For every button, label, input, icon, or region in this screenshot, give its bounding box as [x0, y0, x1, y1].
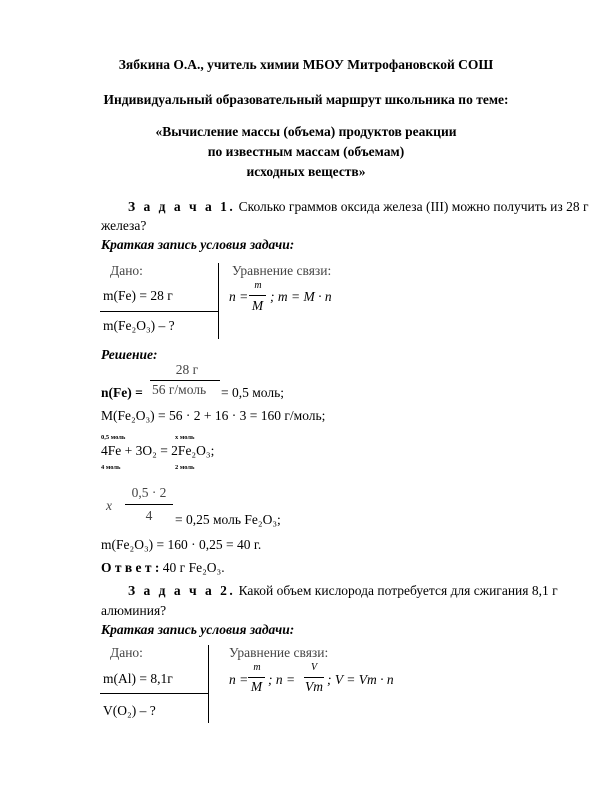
task2-given-value: m(Al) = 8,1г: [103, 671, 173, 686]
task1-solution-label: Решение:: [101, 347, 158, 362]
task2-rel-rest: ; V = Vm · n: [327, 672, 394, 687]
task2-label: З а д а ч а 2.: [128, 583, 236, 598]
task1-label: З а д а ч а 1.: [128, 199, 236, 214]
topic-line-2: по известным массам (объемам): [207, 144, 405, 159]
task1-relation-rest: ; m = M · n: [270, 289, 332, 304]
task1-find-value: m(Fe₂O₃) – ?: [103, 318, 175, 333]
task2-rel-num1: m: [253, 662, 261, 673]
step1-fraction-line: [150, 380, 220, 381]
step3-x: x: [106, 498, 112, 513]
task2-text-line2: алюминия?: [101, 603, 167, 618]
topic-line-3: исходных веществ»: [246, 164, 366, 179]
task2-rel-sep1: ; n =: [268, 672, 296, 687]
step1-num: 28 г: [175, 362, 199, 377]
task1-answer-label: О т в е т :: [101, 560, 160, 575]
task2-rel-num2: V: [310, 662, 318, 673]
eq-below-right: 2 моль: [175, 464, 195, 471]
task1-answer: [101, 560, 225, 576]
step1-result: = 0,5 моль;: [221, 385, 284, 400]
task2-rel-den2: Vm: [305, 679, 323, 694]
task1-relation-label: Уравнение связи:: [232, 263, 332, 278]
task2-given-label: Дано:: [110, 645, 143, 660]
eq-above-left: 0,5 моль: [101, 434, 126, 441]
step3-den: 4: [145, 508, 153, 523]
task2-given-divider: [100, 693, 208, 694]
task1-text-line2: железа?: [101, 218, 147, 233]
task2-find-value: V(O₂) – ?: [103, 703, 156, 718]
task1-short-note: Краткая запись условия задачи:: [101, 237, 295, 252]
eq-above-right: х моль: [175, 434, 195, 441]
task1-given-divider: [100, 311, 218, 312]
task2-given-vertical: [208, 645, 209, 723]
step3-fraction-line: [125, 504, 173, 505]
task1-given-label: Дано:: [110, 263, 143, 278]
topic-line-1: «Вычисление массы (объема) продуктов реакции: [155, 124, 457, 139]
task2-rel-fraction-line-2: [304, 677, 324, 678]
step1-left: n(Fe) =: [101, 385, 143, 400]
task1-given-vertical: [218, 263, 219, 339]
step4: m(Fe₂O₃) = 160 · 0,25 = 40 г.: [101, 537, 262, 552]
route-line: Индивидуальный образовательный маршрут школьника по теме:: [103, 92, 509, 107]
task2-rel-fraction-line-1: [248, 677, 265, 678]
task1-answer-value: 40 г Fe₂O₃.: [162, 560, 225, 575]
step3-result: = 0,25 моль Fe₂O₃;: [175, 512, 281, 527]
task1-given-value: m(Fe) = 28 г: [103, 288, 173, 303]
task2-statement: [128, 583, 558, 599]
task2-rel-den1: M: [250, 679, 263, 694]
author-line: Зябкина О.А., учитель химии МБОУ Митрофановской СОШ: [118, 57, 494, 72]
task2-text-line1: Какой объем кислорода потребуется для сжигания 8,1 г: [238, 583, 558, 598]
task1-statement: [128, 199, 589, 215]
task2-rel-n1: n =: [229, 672, 249, 687]
task1-relation-fraction-line: [249, 295, 266, 296]
task1-relation-n: n =: [229, 289, 249, 304]
step3-num: 0,5 · 2: [131, 485, 167, 500]
task1-relation-num: m: [254, 280, 262, 291]
task2-short-note: Краткая запись условия задачи:: [101, 622, 295, 637]
task2-relation-label: Уравнение связи:: [229, 645, 329, 660]
step1-den: 56 г/моль: [152, 382, 207, 397]
eq-below-left: 4 моль: [101, 464, 121, 471]
equation: 4Fe + 3O₂ = 2Fe₂O₃;: [101, 443, 215, 458]
task1-relation-den: M: [251, 298, 264, 313]
task1-text-line1: Сколько граммов оксида железа (III) можно получить из 28 г: [238, 199, 589, 214]
step2: M(Fe₂O₃) = 56 · 2 + 16 · 3 = 160 г/моль;: [101, 408, 326, 423]
